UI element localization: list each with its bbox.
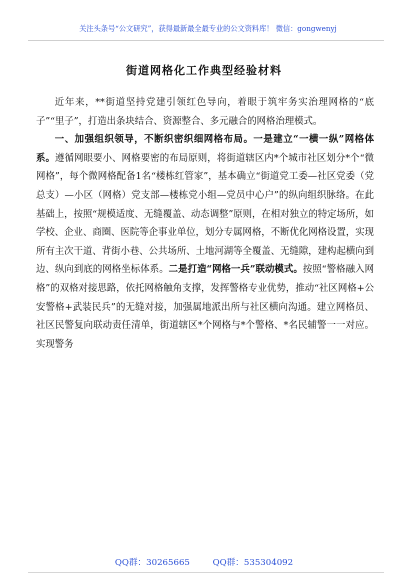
- section1-subheading-a: 一是建立“一横一纵”网格体系。: [36, 134, 374, 164]
- section1-paragraph: [36, 131, 374, 354]
- header-divider: [28, 40, 384, 41]
- document-title: 街道网格化工作典型经验材料: [126, 64, 282, 77]
- section1-subheading-b: 二是打造“网格一兵”联动模式。: [168, 264, 303, 276]
- footer-divider: [28, 572, 384, 573]
- section1-heading: 一、加强组织领导，不断织密织细网格布局。: [54, 134, 254, 146]
- footer-contact: [0, 556, 408, 568]
- intro-paragraph: 近年来，**街道坚持党建引领红色导向，着眼于筑牢务实治理网格的“底子”“里子”，打造出条块结合、资源整合、多元融合的网格治理模式。: [36, 97, 374, 127]
- section1-text-b: 按照“警格融入网格”的双格对接思路，依托网格触角支撑，发挥警格专业优势，推动“社区网格+公安警格+武装民兵”的无缝对接，加强属地派出所与社区横向沟通。建立网格员、社区民警复向联动责任清单，街道辖区*个网格与*个警格、*名民辅警一一对应。实现警务: [36, 264, 374, 350]
- footer-qq-group-2: QQ群：535304092: [212, 558, 294, 568]
- header-promo-note: 关注头条号“公文研究”，获得最新最全最专业的公文资料库！ 微信：gongwenyj: [79, 24, 337, 33]
- document-body: [36, 94, 374, 354]
- footer-qq-group-1: QQ群：30265665: [114, 558, 190, 568]
- section1-text-a: 遵循网眼要小、网格要密的布局原则，将街道辖区内*个城市社区划分*个“微网格”，每个微网格配备1名“楼栋红管家”，基本确立“街道党工委—社区党委（党总支）—小区（网格）党支部—楼栋党小组—党员中心户”的纵向组织脉络。在此基础上，按照“规模适度、无缝覆盖、动态调整”原则，在相对独立的特定场所，如学校、企业、商圈、医院等企事业单位，划分专属网格，不断优化网格设置，实现所有主次干道、背街小巷、公共场所、土地河湖等全覆盖、无缝隙，建构起横向到边、纵向到底的网格坐标体系。: [36, 152, 374, 276]
